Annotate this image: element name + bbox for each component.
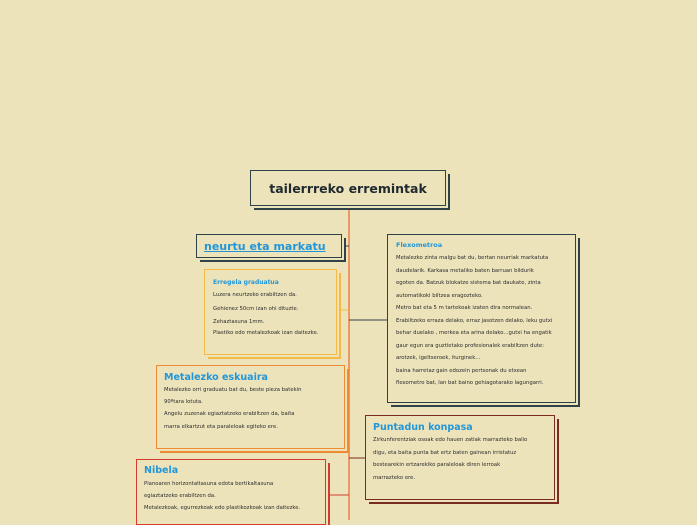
topic-title: Metalezko eskuaira (164, 372, 268, 383)
topic-line: Gehienez 50cm izan ohi dituzte. (213, 306, 299, 312)
topic-line: behar duelako , merkea eta arina delako...gutxi ha engatik (396, 330, 552, 336)
topic-flexometroa[interactable] (387, 234, 576, 403)
topic-line: Erabiltzeko erraza delako, erraz jasotzen delako, leku gutxi (396, 318, 553, 324)
topic-metalezko-eskuaira[interactable] (156, 365, 345, 449)
topic-line: Metalezko orri graduatu bat du, beste pieza batekin (164, 387, 302, 393)
topic-puntadun-konpasa[interactable] (365, 415, 555, 500)
topic-title: Erregela graduatua (213, 279, 279, 286)
central-topic[interactable] (250, 170, 446, 206)
topic-line: Metro bat eta 5 m tartekoak izaten dira normalean. (396, 305, 533, 311)
topic-neurtu-eta-markatu[interactable] (196, 234, 342, 258)
topic-line: arotzek, igeltseroek, iturginek... (396, 355, 481, 361)
topic-line: Metalezkoak, egurrezkoak edo plastikozkoak izan daitezke. (144, 505, 301, 511)
topic-line: daudelarik. Karkasa metaliko baten barruan bildurik (396, 268, 534, 274)
topic-line: flexometro bat, lan bat baino gehiagotarako lagungarri. (396, 380, 544, 386)
topic-title: Nibela (144, 465, 179, 476)
topic-line: marra elkartzut eta paraleloak egiteko ere. (164, 424, 278, 430)
topic-line: Zirkunferentziak osoak edo hauen zatiak marrazteko balio (373, 437, 528, 443)
topic-title: Flexometroa (396, 241, 443, 249)
topic-line: Metalezko zinta malgu bat du, bertan neurriak markatuta (396, 255, 549, 261)
topic-title: Puntadun konpasa (373, 422, 473, 433)
topic-line: Zehaztasuna 1mm. (213, 319, 265, 325)
topic-line: Plastiko edo metalezkoak izan daitezke. (213, 330, 319, 336)
topic-line: egiaztatzeko erabiltzen da. (144, 493, 216, 499)
topic-line: egoten da. Batzuk blokatze sistema bat daukate, zinta (396, 280, 541, 286)
topic-erregela-graduatua[interactable] (204, 269, 337, 355)
topic-line: gaur egun era guztietako profesionalek erabiltzen dute: (396, 343, 544, 349)
topic-line: 90ºtara lotuta. (164, 399, 203, 405)
central-topic-title: tailerrreko erremintak (269, 180, 427, 196)
topic-line: digu, eta baita punta bat ertz baten gainean irristatuz (373, 450, 517, 456)
topic-line: Luzera neurtzeko erabiltzen da. (213, 292, 297, 298)
topic-line: bestearekin ertzarekiko paraleloak diren lerroak (373, 462, 501, 468)
topic-line: Planoaren horizontaltasuna edota bertikaltasuna (144, 481, 274, 487)
topic-line: automatikoki biltzea eragozteko. (396, 293, 483, 299)
topic-neurtu-label: neurtu eta markatu (204, 239, 326, 253)
topic-line: Angelu zuzenak egiaztatzeko erabiltzen da, baita (164, 411, 295, 417)
topic-line: marrazteko ere. (373, 475, 416, 481)
topic-nibela[interactable] (136, 459, 326, 525)
topic-line: baina harretaz gain edozein pertsonak du etxean (396, 368, 527, 374)
